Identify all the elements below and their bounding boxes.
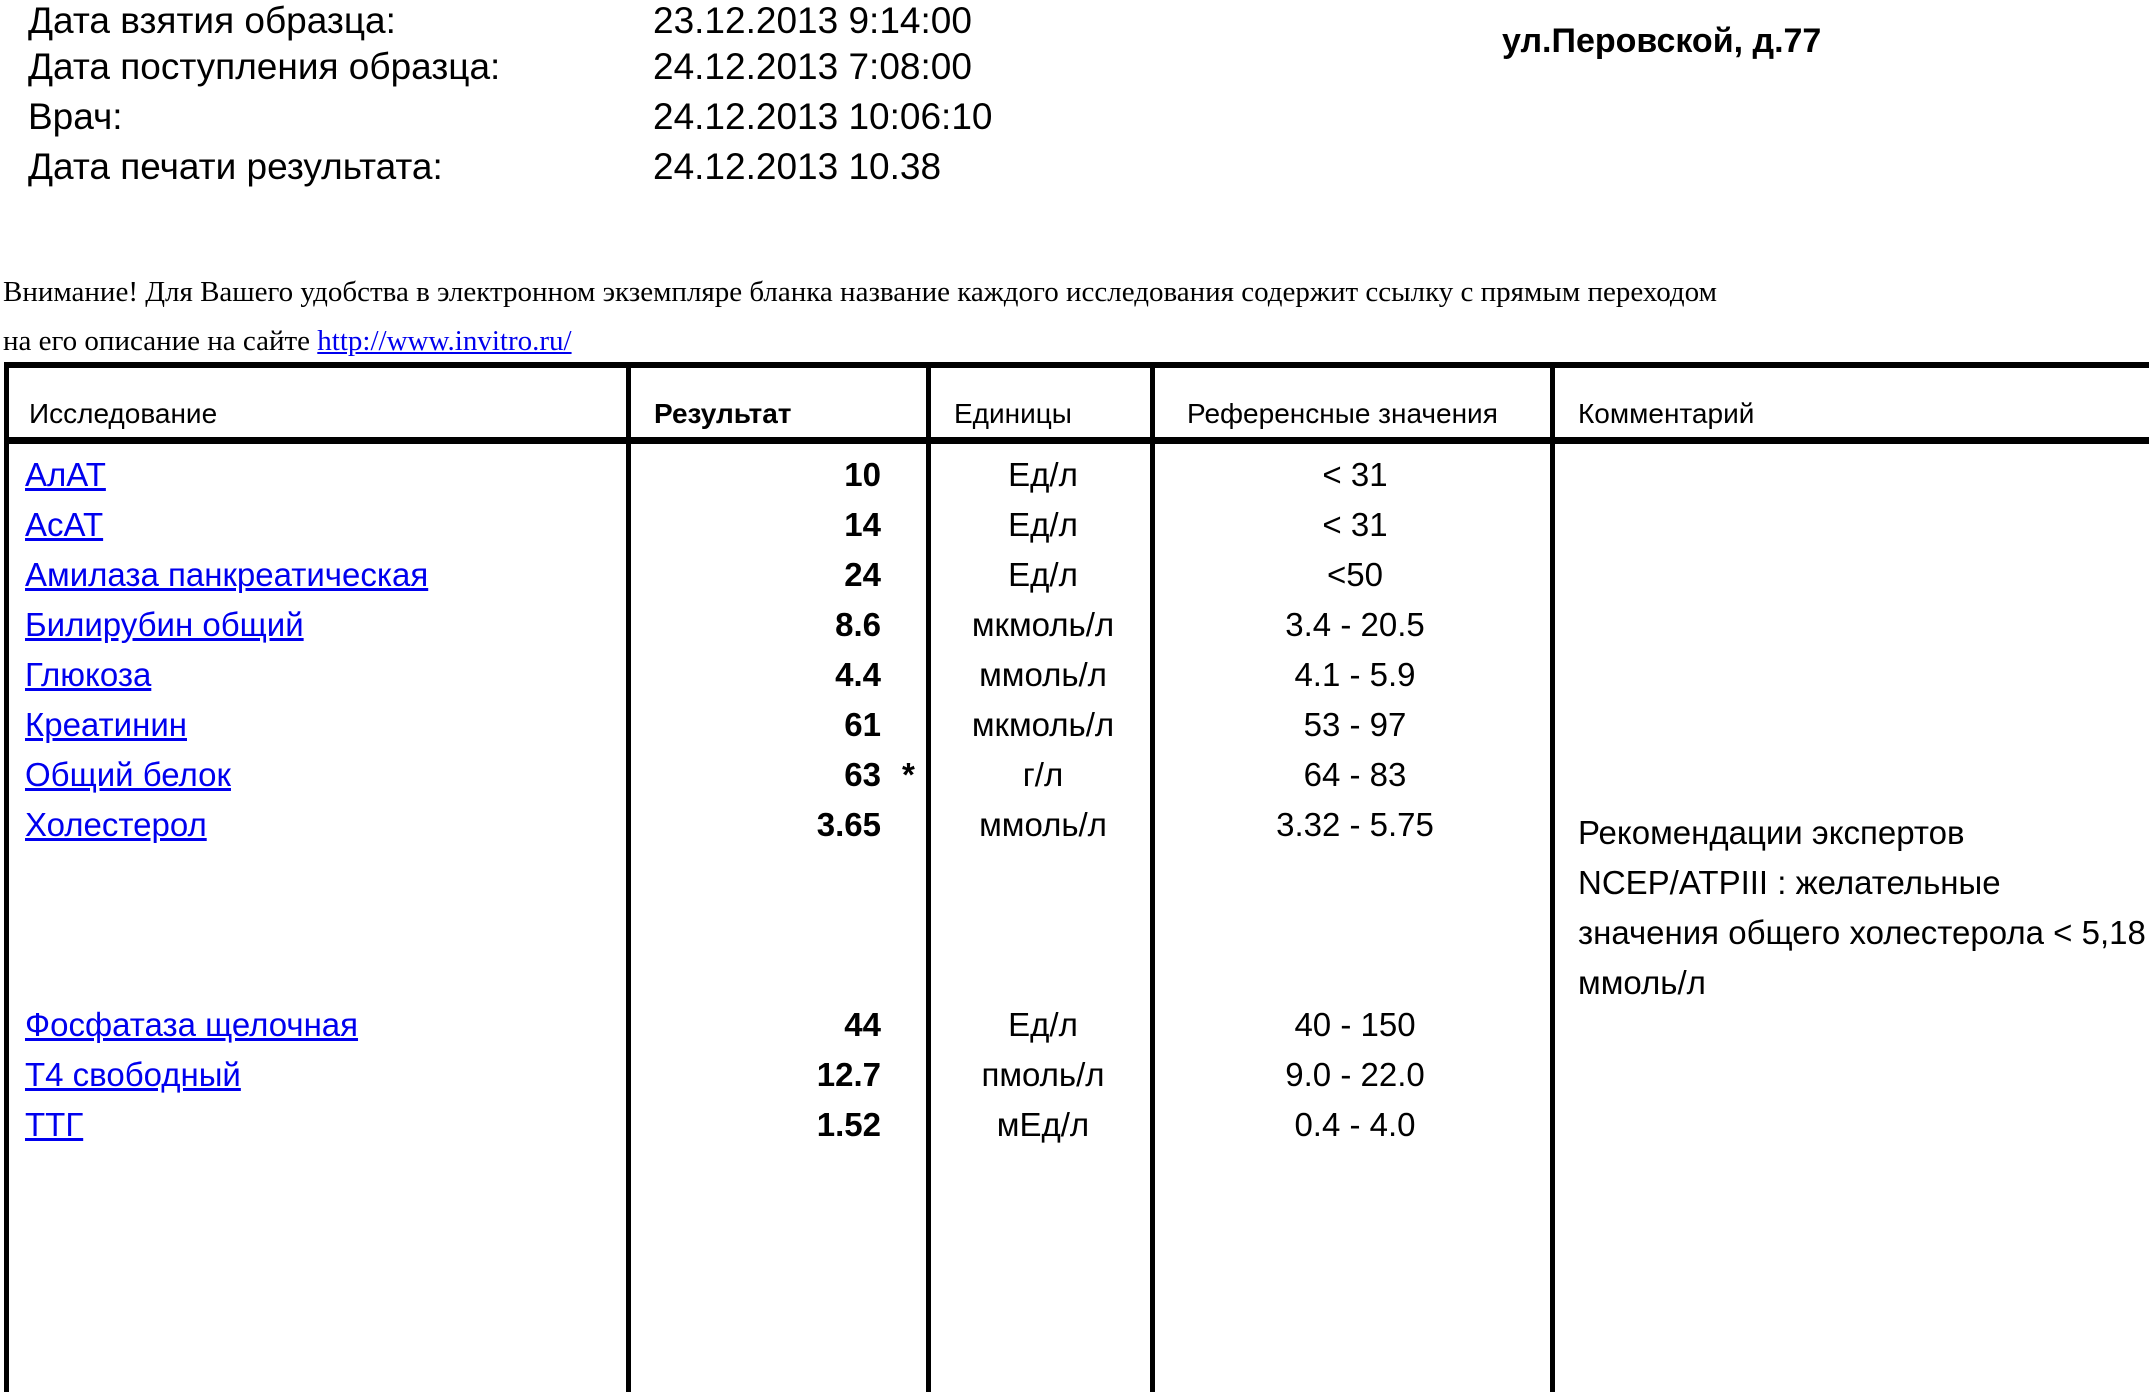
- units-value: мЕд/л: [996, 1106, 1090, 1143]
- study-link[interactable]: Холестерол: [25, 806, 207, 843]
- reference-value: 9.0 - 22.0: [1285, 1056, 1425, 1093]
- result-number: 24: [844, 556, 881, 593]
- table-left-border: [4, 362, 9, 1392]
- units-value: ммоль/л: [979, 656, 1107, 693]
- reference-value: 53 - 97: [1303, 706, 1407, 743]
- header-result: Результат: [654, 398, 792, 429]
- reference-value: <50: [1327, 556, 1383, 593]
- units-value: г/л: [1022, 756, 1064, 793]
- units-value: Ед/л: [1008, 506, 1078, 543]
- header-reference: Референсные значения: [1187, 398, 1498, 429]
- result-number: 63: [844, 756, 881, 793]
- cholesterol-comment: Рекомендации экспертов NCEP/ATPIII : желательные значения общего холестерола < 5,18 ммоль/л: [1578, 814, 2146, 1001]
- header-study: Исследование: [29, 398, 218, 429]
- result-number: 44: [844, 1006, 881, 1043]
- units-value: ммоль/л: [979, 806, 1107, 843]
- notice-line-2: [3, 325, 572, 358]
- reference-value: 0.4 - 4.0: [1294, 1106, 1416, 1143]
- study-link[interactable]: Билирубин общий: [25, 606, 304, 643]
- notice-line-2-text: на его описание на сайте: [3, 325, 318, 357]
- print-date-value: 24.12.2013 10.38: [653, 146, 942, 187]
- result-number: 61: [844, 706, 881, 743]
- sample-received-date-value: 24.12.2013 7:08:00: [653, 46, 972, 87]
- doctor-value: 24.12.2013 10:06:10: [653, 96, 993, 137]
- header-units: Единицы: [954, 398, 1072, 429]
- study-link[interactable]: Амилаза панкреатическая: [25, 556, 429, 593]
- doctor-label: Врач:: [28, 96, 123, 137]
- result-number: 14: [844, 506, 881, 543]
- units-value: Ед/л: [1008, 556, 1078, 593]
- study-link[interactable]: АсАТ: [25, 506, 104, 543]
- result-number: 12.7: [816, 1056, 881, 1093]
- result-flag: *: [902, 756, 915, 793]
- sample-collection-date-label: Дата взятия образца:: [28, 0, 396, 41]
- study-link[interactable]: Общий белок: [25, 756, 231, 793]
- study-link[interactable]: АлАТ: [25, 456, 106, 493]
- reference-value: 40 - 150: [1294, 1006, 1416, 1043]
- notice-line-1: Внимание! Для Вашего удобства в электронном экземпляре бланка название каждого исследования содержит ссылку с прямым переходом: [3, 276, 1717, 308]
- header-comment: Комментарий: [1578, 398, 1755, 429]
- reference-value: 4.1 - 5.9: [1294, 656, 1416, 693]
- study-link[interactable]: Фосфатаза щелочная: [25, 1006, 359, 1043]
- reference-value: < 31: [1322, 456, 1388, 493]
- units-value: мкмоль/л: [971, 706, 1115, 743]
- column-divider-result: [626, 362, 631, 1392]
- reference-value: < 31: [1322, 506, 1388, 543]
- result-number: 10: [844, 456, 881, 493]
- units-value: Ед/л: [1008, 1006, 1078, 1043]
- lab-address: ул.Перовской, д.77: [1502, 22, 1822, 60]
- result-number: 3.65: [816, 806, 881, 843]
- units-value: пмоль/л: [981, 1056, 1105, 1093]
- units-value: Ед/л: [1008, 456, 1078, 493]
- print-date-label: Дата печати результата:: [28, 146, 443, 187]
- table-top-border: [4, 362, 2149, 368]
- reference-value: 3.32 - 5.75: [1276, 806, 1434, 843]
- table-header-border: [4, 437, 2149, 444]
- result-number: 1.52: [816, 1106, 881, 1143]
- units-value: мкмоль/л: [971, 606, 1115, 643]
- result-number: 4.4: [835, 656, 881, 693]
- sample-received-date-label: Дата поступления образца:: [28, 46, 501, 87]
- sample-collection-date-value: 23.12.2013 9:14:00: [653, 0, 972, 41]
- result-number: 8.6: [835, 606, 881, 643]
- reference-value: 64 - 83: [1303, 756, 1407, 793]
- reference-value: 3.4 - 20.5: [1285, 606, 1425, 643]
- study-link[interactable]: Креатинин: [25, 706, 187, 743]
- study-link[interactable]: Глюкоза: [25, 656, 152, 693]
- invitro-link[interactable]: http://www.invitro.ru/: [317, 325, 572, 357]
- study-link[interactable]: Т4 свободный: [25, 1056, 241, 1093]
- study-link[interactable]: ТТГ: [25, 1106, 84, 1143]
